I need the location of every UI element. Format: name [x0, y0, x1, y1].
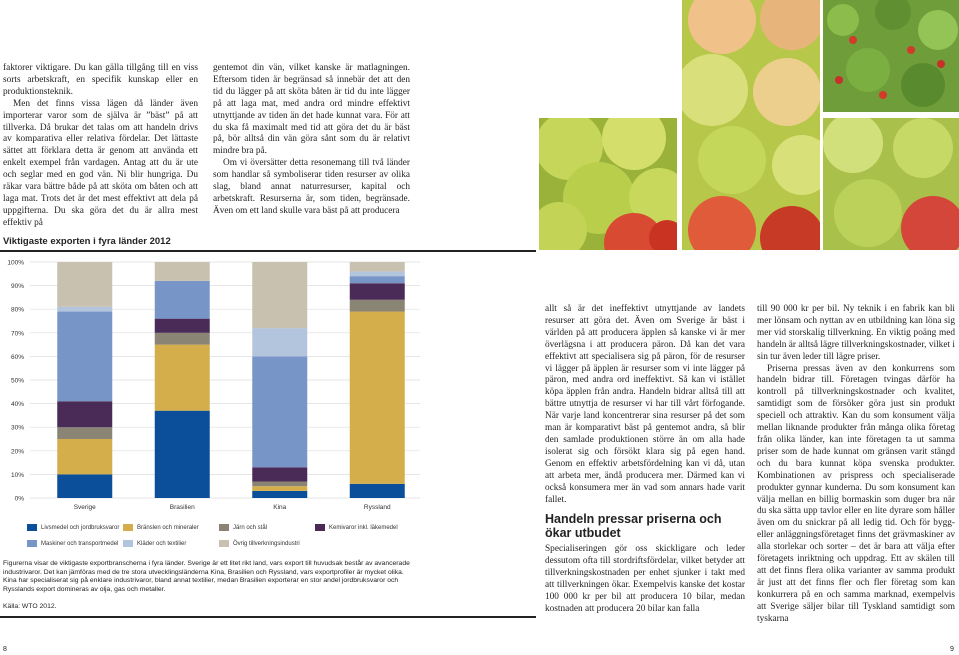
bar-segment-ovrig: [57, 262, 112, 307]
bar-segment-livsmedel: [57, 474, 112, 498]
legend-maskiner: [27, 540, 118, 547]
bar-segment-livsmedel: [350, 484, 405, 498]
bar-segment-jarn: [350, 300, 405, 312]
legend-swatch: [123, 540, 133, 547]
legend-swatch: [219, 540, 229, 547]
chart-caption: Figurerna visar de viktigaste exportbranscherna i fyra länder. Sverige är ett litet rikt land, vars export till huvudsak består av avancerade industrivaror. Det kan jämföras med de tre stora utvecklingsländerna Kina, Brasilien och Ryssland, vars exportprofiler är mycket olika. Kina har specialiserat sig på enklare industrivaror, bland annat textilier, medan Brasilien exporterar en stor andel jordbruksvaror och Rysslands export domineras av olja, gas och metaller.: [3, 560, 410, 593]
bar-segment-kemivaror: [155, 319, 210, 333]
legend-livsmedel: [27, 524, 119, 531]
paragraph: till 90 000 kr per bil. Ny teknik i en fabrik kan bli mer lönsam och nyttan av en utbildning kan löna sig mer vid storskalig tillverkning. En viktig poäng med handeln är alltså lägre tillverkningskostnader, vilket i sin tur även leder till lägre priser.: [757, 304, 955, 362]
paragraph: Men det finns vissa lägen då länder även importerar varor som de själva är ”bäst” på att tillverka. Då brukar det talas om att handeln drivs av komparativa eller relativa fördelar. Det lättaste sättet att förklara detta är genom att använda ett enkelt exempel från vardagen. Antag att du är ute och seglar med en god vän. Ni blir hungriga. Du räkar vara bättre både på att sköta om båten och att laga mat. Trots det är det mest effektivt att dela på uppgifterna. Du ska göra det du är allra mest effektiv på: [3, 98, 198, 228]
bar-segment-branslen: [155, 345, 210, 411]
bar-segment-maskiner: [252, 356, 307, 467]
legend-ovrig: [219, 540, 300, 547]
page-number-right: 9: [950, 646, 954, 653]
bar-segment-jarn: [252, 481, 307, 486]
legend-swatch: [219, 524, 229, 531]
y-tick-label: 70%: [10, 330, 24, 338]
middle-text-column: [213, 63, 410, 218]
y-tick-label: 30%: [10, 424, 24, 432]
page-number-left: 8: [3, 646, 7, 653]
y-tick-label: 10%: [10, 471, 24, 479]
y-tick-label: 90%: [10, 283, 24, 291]
right-column-2: [757, 304, 955, 625]
legend-swatch: [315, 524, 325, 531]
paragraph: faktorer viktigare. Du kan gälla tillgång till en viss sorts arbetskraft, en specifik kunskap eller en produktionsteknik.: [3, 63, 198, 97]
y-tick-label: 0%: [14, 495, 24, 503]
y-tick-label: 40%: [10, 401, 24, 409]
chart-source: Källa: WTO 2012.: [3, 603, 57, 610]
bar-segment-branslen: [350, 312, 405, 484]
x-category-label: Sverige: [73, 504, 96, 511]
right-column-1: [545, 304, 745, 506]
bar-segment-kemivaror: [57, 401, 112, 427]
apple-photo-main: [539, 118, 677, 250]
legend-label: Kläder och textilier: [137, 541, 187, 548]
x-category-label: Kina: [273, 504, 287, 511]
legend-kemivaror: [315, 524, 398, 531]
paragraph: Specialiseringen gör oss skickligare och leder dessutom ofta till stordriftsfördelar, vilket betyder att tillverkningskostnaden per enhet sjunker i takt med att tillverkningen ökar. Exempelvis kanske det kostar 100 000 kr per bil att producera 10 bilar, medan kostnaden att producera 20 bilar kan falla: [545, 544, 745, 614]
chart-bottom-rule: [0, 616, 536, 618]
bar-segment-ovrig: [350, 262, 405, 271]
legend-klader: [123, 540, 186, 547]
section-heading: Handeln pressar priserna och ökar utbudet: [545, 512, 722, 540]
legend-swatch: [27, 540, 37, 547]
paragraph: gentemot din vän, vilket kanske är matlagningen. Eftersom tiden är begränsad så innebär det att den tid du lägger på att sköta båten är tid du inte lägger på att laga mat, med andra ord mindre effektivt utnyttjande av tiden än det hade kunnat vara. För att du ska få maximalt med tid att göra det du är bäst på, bör alltså din vän göra sånt som du är relativt mindre bra på.: [213, 63, 410, 157]
bar-segment-ovrig: [252, 262, 307, 328]
y-tick-label: 50%: [10, 377, 24, 385]
y-tick-label: 20%: [10, 448, 24, 456]
apple-photo-small: [823, 118, 959, 250]
legend-label: Bränslen och mineraler: [137, 525, 199, 532]
right-column-1-lower: [545, 544, 745, 615]
paragraph: Priserna pressas även av den konkurrens som handeln bidrar till. Företagen tvingas därför ha kontroll på tillverkningskostnader och kvalitet, samtidigt som de försöker göra just sin produkt speciell och attraktiv. Kan du som konsument välja mellan liknande produkter från många olika företag från olika länder, kan inte företagen ta ut samma priser som de hade kunnat om gränsen varit stängd och du bara kunnat köpa svenska produkter. Kombinationen av prispress och specialiserade produkter gynnar kunderna. Du som konsument kan välja mellan en billig bormaskin som duger bra när du ska sätta upp tavlor eller en lite dyrare som håller även om du snickrar på all ledig tid. Och för bygg- eller anläggningsföretaget finns det grävmaskiner av alla storlekar och sorter – det är bara att välja efter företagets inriktning och uppdrag. Ett av skälen till att det finns flera olika varianter av samma produkt är just att det finns fler och fler företag som kan konkurrera på en och samma marknad, exempelvis att Sverige säljer bilar till Tyskland samtidigt som tyskarna: [757, 363, 955, 624]
bar-segment-branslen: [57, 439, 112, 474]
chart-title: Viktigaste exporten i fyra länder 2012: [3, 236, 171, 247]
bar-segment-livsmedel: [155, 411, 210, 498]
legend-label: Maskiner och transportmedel: [41, 541, 119, 548]
bar-segment-klader: [57, 307, 112, 312]
left-text-column: [3, 63, 198, 230]
bar-segment-jarn: [57, 427, 112, 439]
bar-segment-maskiner: [57, 312, 112, 402]
paragraph: allt så är det ineffektivt utnyttjande av landets resurser att göra det. Även om Sverige är bäst i världen på att producera äpplen så kanske vi är mer överlägsna i att producera päron. Då kan det vara effektivt att specialisera sig på päron, för de resurser vi lägger på äpplen är resurser som vi inte lägger på päron, med andra ord ineffektivt. Så kan vi istället köpa äpplen från andra. Handeln bidrar alltså till att bättre utnyttja de resurser vi har till vårt förfogande. När varje land koncentrerar sina resurser på det som man är komparativt bäst på gentemot andra, så blir den samlade produktionen större än om alla hade isolerat sig och försökt klara sig på egen hand. Genom en effektiv arbetsfördelning kan vi då, utan att arbeta mer, ändå producera mer. Därmed kan vi också konsumera mer än vad som annars hade varit fallet.: [545, 304, 745, 505]
stacked-bar-chart: [0, 252, 536, 522]
legend-swatch: [123, 524, 133, 531]
bar-segment-klader: [350, 271, 405, 276]
x-category-label: Ryssland: [363, 504, 391, 511]
legend-label: Livsmedel och jordbruksvaror: [41, 525, 120, 532]
legend-label: Järn och stål: [233, 525, 268, 532]
bar-segment-klader: [252, 328, 307, 356]
bar-segment-maskiner: [155, 281, 210, 319]
bar-segment-kemivaror: [252, 467, 307, 481]
bar-segment-ovrig: [155, 262, 210, 281]
bar-segment-jarn: [155, 333, 210, 345]
apple-photo-stack: [682, 0, 820, 250]
legend-swatch: [27, 524, 37, 531]
legend-label: Kemivaror inkl. läkemedel: [329, 525, 398, 532]
bar-segment-branslen: [252, 486, 307, 491]
x-category-label: Brasilien: [169, 504, 195, 511]
y-tick-label: 60%: [10, 353, 24, 361]
legend-label: Övrig tillverkningsindustri: [233, 541, 300, 548]
bar-segment-livsmedel: [252, 491, 307, 498]
bar-segment-kemivaror: [350, 283, 405, 300]
apple-tree-photo: [823, 0, 959, 112]
bar-segment-maskiner: [350, 276, 405, 283]
legend-branslen: [123, 524, 199, 531]
y-tick-label: 100%: [7, 259, 24, 267]
y-tick-label: 80%: [10, 306, 24, 314]
paragraph: Om vi översätter detta resonemang till två länder som handlar så symboliserar tiden resurser av olika slag, bland annat naturresurser, kapital och arbetskraft. Resurserna är, som tiden, begränsade. Även om ett land skulle vara bäst på att producera: [213, 158, 410, 216]
legend-jarn: [219, 524, 267, 531]
